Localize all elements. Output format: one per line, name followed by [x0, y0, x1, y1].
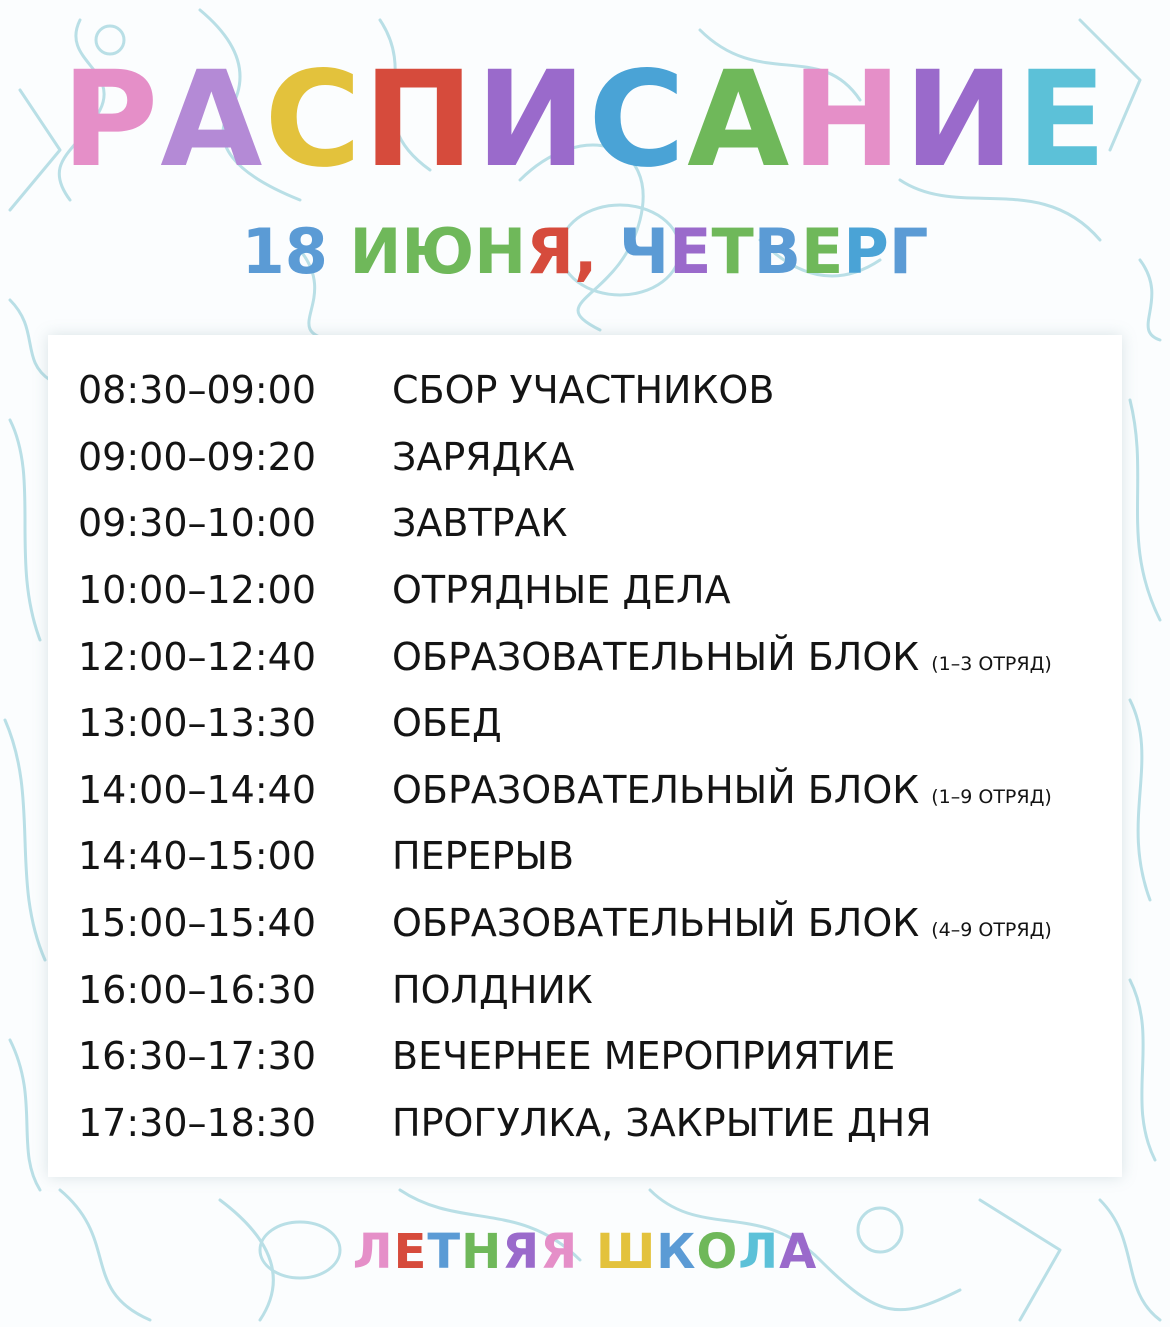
subtitle-letter: Е — [801, 215, 844, 288]
title-letter: С — [588, 43, 688, 197]
footer-letter: Е — [393, 1224, 428, 1280]
schedule-row — [48, 757, 1122, 824]
schedule-row — [48, 1090, 1122, 1157]
subtitle-letter: Н — [474, 215, 527, 288]
footer-summer-school — [0, 1222, 1170, 1282]
title-letter: А — [687, 43, 792, 197]
subtitle-letter: Р — [843, 215, 889, 288]
schedule-row — [48, 1023, 1122, 1090]
schedule-title — [0, 40, 1170, 200]
schedule-time: 12:00–12:40 — [78, 634, 317, 679]
schedule-time: 16:00–16:30 — [78, 967, 317, 1012]
schedule-time: 15:00–15:40 — [78, 901, 317, 946]
subtitle-letter: Т — [711, 215, 754, 288]
activity-label: ВЕЧЕРНЕЕ МЕРОПРИЯТИЕ — [392, 1034, 896, 1079]
schedule-activity — [392, 368, 1122, 412]
title-letter: Е — [1016, 43, 1109, 197]
footer-letter: О — [696, 1224, 739, 1280]
schedule-activity — [392, 568, 1122, 612]
schedule-activity — [392, 768, 1122, 812]
activity-label: ОБРАЗОВАТЕЛЬНЫЙ БЛОК — [392, 901, 920, 946]
schedule-time: 09:30–10:00 — [78, 501, 317, 546]
footer-letter: Я — [502, 1224, 541, 1280]
footer-letter: А — [779, 1224, 818, 1280]
activity-label: ПЕРЕРЫВ — [392, 834, 575, 879]
activity-note: (1–3 ОТРЯД) — [931, 652, 1052, 675]
schedule-row — [48, 490, 1122, 557]
activity-label: ЗАРЯДКА — [392, 434, 575, 479]
schedule-activity — [392, 635, 1122, 679]
schedule-time: 08:30–09:00 — [78, 368, 317, 413]
schedule-activity — [392, 968, 1122, 1012]
schedule-panel — [48, 335, 1122, 1177]
activity-label: ЗАВТРАК — [392, 501, 568, 546]
schedule-row — [48, 357, 1122, 424]
subtitle-letter: , — [573, 215, 598, 288]
schedule-time: 14:00–14:40 — [78, 767, 317, 812]
schedule-row — [48, 623, 1122, 690]
footer-letter — [578, 1222, 596, 1282]
activity-label: ПРОГУЛКА, ЗАКРЫТИЕ ДНЯ — [392, 1100, 932, 1145]
activity-note: (4–9 ОТРЯД) — [931, 919, 1052, 942]
footer-letter: Н — [461, 1224, 503, 1280]
activity-label: ОТРЯДНЫЕ ДЕЛА — [392, 568, 731, 613]
schedule-time: 16:30–17:30 — [78, 1034, 317, 1079]
activity-label: ОБЕД — [392, 701, 502, 746]
subtitle-letter: В — [753, 215, 802, 288]
subtitle-letter: Я — [526, 215, 574, 288]
schedule-row — [48, 956, 1122, 1023]
schedule-activity — [392, 1101, 1122, 1145]
title-letter: И — [475, 43, 589, 197]
schedule-activity — [392, 834, 1122, 878]
schedule-row — [48, 823, 1122, 890]
activity-label: СБОР УЧАСТНИКОВ — [392, 368, 775, 413]
schedule-list — [48, 357, 1122, 1156]
footer-letter: Т — [427, 1224, 462, 1280]
subtitle-letter: Е — [669, 215, 712, 288]
title-letter: Н — [791, 43, 904, 197]
subtitle-letter: Ю — [401, 215, 475, 288]
footer-letter: Л — [352, 1224, 394, 1280]
footer-letter: К — [656, 1224, 697, 1280]
schedule-time: 10:00–12:00 — [78, 568, 317, 613]
title-letter: А — [160, 43, 265, 197]
footer-letter: Л — [738, 1224, 780, 1280]
subtitle-letter: 8 — [284, 215, 328, 288]
subtitle-letter — [597, 212, 619, 292]
schedule-time: 14:40–15:00 — [78, 834, 317, 879]
subtitle-letter: И — [349, 215, 402, 288]
schedule-activity — [392, 901, 1122, 945]
schedule-row — [48, 557, 1122, 624]
schedule-time: 17:30–18:30 — [78, 1100, 317, 1145]
title-letter: И — [903, 43, 1017, 197]
activity-label: ПОЛДНИК — [392, 967, 593, 1012]
title-letter: Р — [61, 43, 161, 197]
activity-note: (1–9 ОТРЯД) — [931, 785, 1052, 808]
schedule-time: 09:00–09:20 — [78, 434, 317, 479]
footer-letter: Я — [540, 1224, 579, 1280]
schedule-row — [48, 890, 1122, 957]
title-letter: П — [363, 43, 476, 197]
schedule-activity — [392, 701, 1122, 745]
subtitle-letter: Ч — [618, 215, 670, 288]
title-letter: С — [264, 43, 364, 197]
footer-letter: Ш — [595, 1224, 657, 1280]
schedule-row — [48, 424, 1122, 491]
subtitle-letter — [328, 212, 350, 292]
activity-label: ОБРАЗОВАТЕЛЬНЫЙ БЛОК — [392, 634, 920, 679]
subtitle-letter: Г — [888, 215, 929, 288]
activity-label: ОБРАЗОВАТЕЛЬНЫЙ БЛОК — [392, 767, 920, 812]
schedule-activity — [392, 435, 1122, 479]
schedule-activity — [392, 1034, 1122, 1078]
schedule-time: 13:00–13:30 — [78, 701, 317, 746]
subtitle-letter: 1 — [241, 215, 285, 288]
schedule-activity — [392, 501, 1122, 545]
schedule-row — [48, 690, 1122, 757]
date-subtitle — [0, 212, 1170, 292]
